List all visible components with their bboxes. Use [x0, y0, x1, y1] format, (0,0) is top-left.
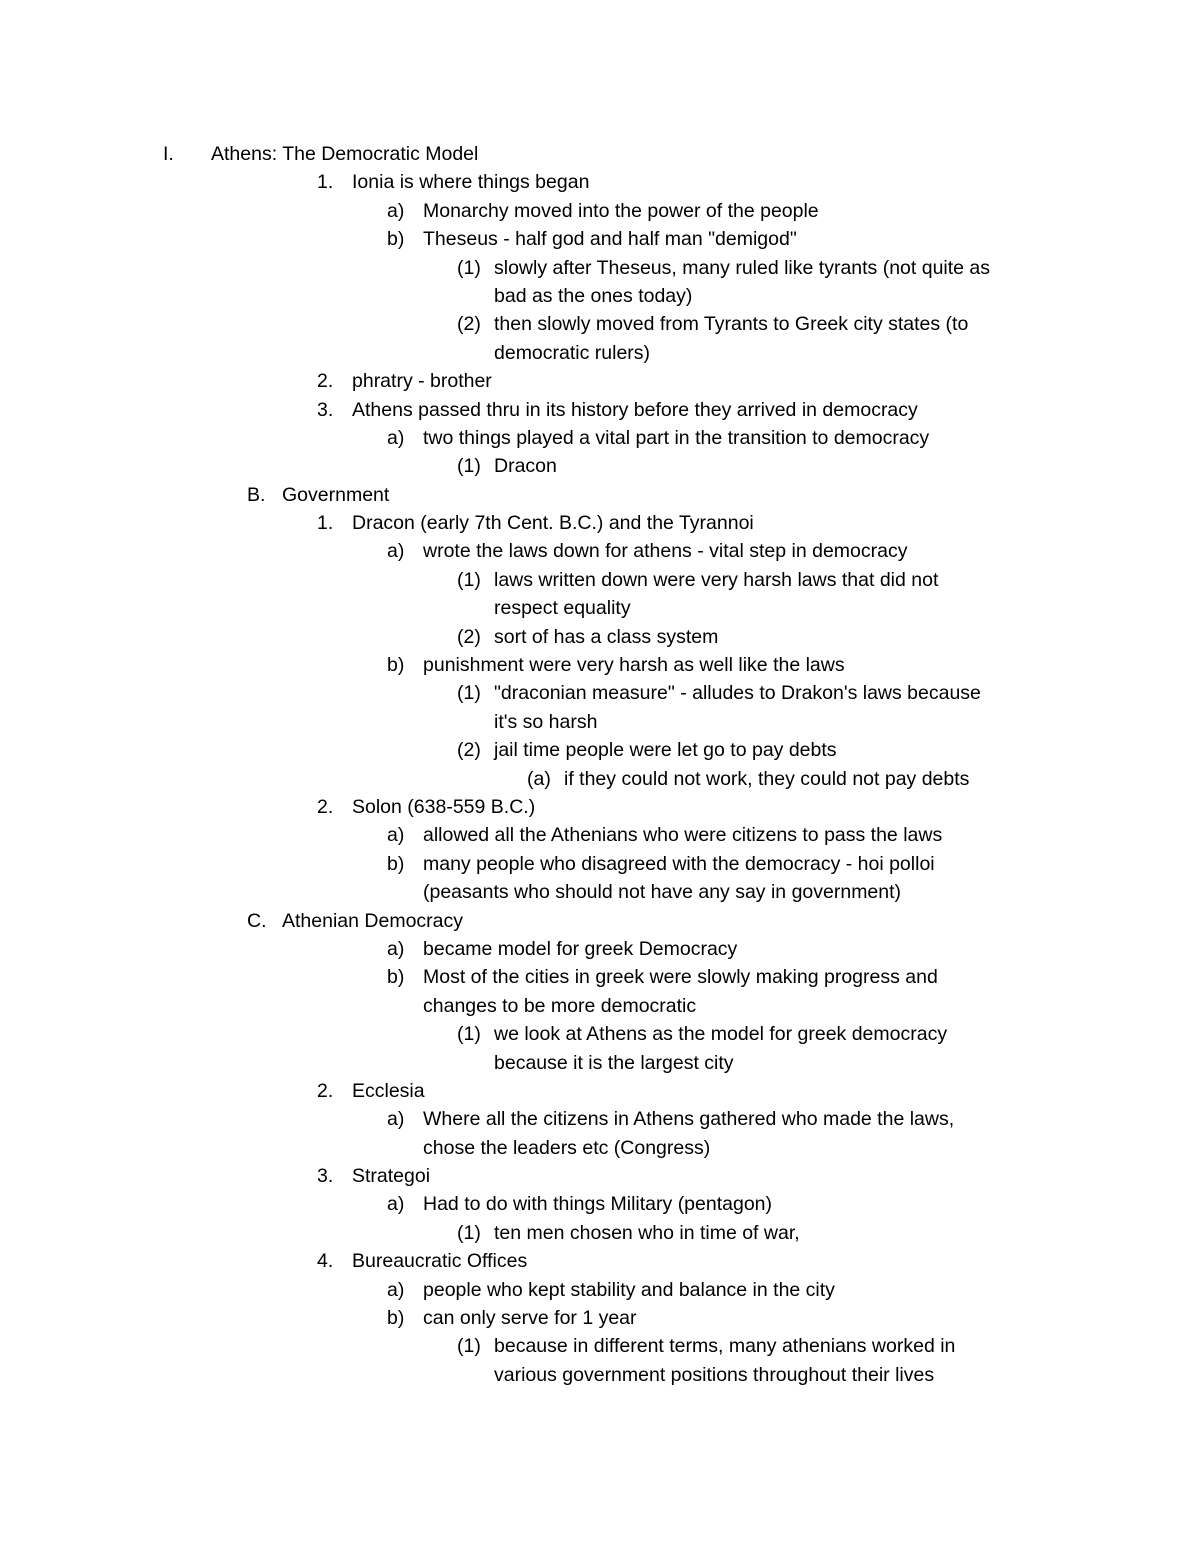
list-marker: 3.: [317, 398, 334, 421]
outline-text: Bureaucratic Offices: [352, 1250, 528, 1273]
list-marker: (2): [457, 739, 481, 762]
list-marker: b): [387, 654, 405, 677]
outline-text: Most of the cities in greek were slowly making progress and: [423, 966, 938, 989]
list-marker: a): [387, 937, 405, 960]
outline-text: Had to do with things Military (pentagon): [423, 1193, 773, 1216]
outline-text: it's so harsh: [494, 710, 598, 733]
list-marker: (1): [457, 568, 481, 591]
outline-text: if they could not work, they could not pay debts: [564, 767, 970, 790]
outline-line: [0, 367, 1200, 395]
list-marker: 2.: [317, 795, 334, 818]
list-marker: a): [387, 540, 405, 563]
list-marker: (1): [457, 256, 481, 279]
outline-line: [0, 708, 1200, 736]
outline-text: democratic rulers): [494, 341, 651, 364]
outline-line: [0, 651, 1200, 679]
outline-line: [0, 1049, 1200, 1077]
outline-text: wrote the laws down for athens - vital step in democracy: [423, 540, 908, 563]
outline-text: jail time people were let go to pay debts: [494, 739, 837, 762]
outline-line: [0, 1304, 1200, 1332]
outline-text: Athenian Democracy: [282, 909, 464, 932]
outline-text: various government positions throughout their lives: [494, 1363, 935, 1386]
outline-line: [0, 1247, 1200, 1275]
outline-line: [0, 197, 1200, 225]
outline-line: [0, 793, 1200, 821]
outline-line: [0, 992, 1200, 1020]
list-marker: a): [387, 199, 405, 222]
outline-line: [0, 679, 1200, 707]
outline-line: [0, 339, 1200, 367]
outline-text: because in different terms, many athenians worked in: [494, 1335, 956, 1358]
outline-line: [0, 594, 1200, 622]
outline-line: [0, 452, 1200, 480]
outline-text: many people who disagreed with the democracy - hoi polloi: [423, 852, 935, 875]
outline-text: laws written down were very harsh laws that did not: [494, 568, 939, 591]
outline-line: [0, 736, 1200, 764]
outline-line: [0, 310, 1200, 338]
outline-text: we look at Athens as the model for greek democracy: [494, 1023, 948, 1046]
outline-line: [0, 1190, 1200, 1218]
list-marker: (2): [457, 313, 481, 336]
outline-text: Solon (638-559 B.C.): [352, 795, 536, 818]
list-marker: b): [387, 852, 405, 875]
outline-line: [0, 1361, 1200, 1389]
list-marker: 1.: [317, 171, 334, 194]
outline-text: Monarchy moved into the power of the people: [423, 199, 819, 222]
outline-text: Where all the citizens in Athens gathered who made the laws,: [423, 1108, 955, 1131]
outline-text: Athens: The Democratic Model: [211, 143, 479, 165]
outline-text: chose the leaders etc (Congress): [423, 1136, 711, 1159]
outline-text: Dracon: [494, 455, 557, 478]
outline-text: Ionia is where things began: [352, 171, 590, 194]
list-marker: 2.: [317, 370, 334, 393]
outline-line: [0, 509, 1200, 537]
list-marker: I.: [163, 143, 174, 165]
outline-text: "draconian measure" - alludes to Drakon's laws because: [494, 682, 981, 705]
outline-text: because it is the largest city: [494, 1051, 734, 1074]
outline-line: [0, 935, 1200, 963]
outline-line: [0, 907, 1200, 935]
outline-text: bad as the ones today): [494, 284, 693, 307]
list-marker: a): [387, 1108, 405, 1131]
outline-text: slowly after Theseus, many ruled like tyrants (not quite as: [494, 256, 991, 279]
list-marker: (1): [457, 1023, 481, 1046]
outline-line: [0, 1134, 1200, 1162]
outline-line: [0, 1219, 1200, 1247]
outline-text: sort of has a class system: [494, 625, 719, 648]
outline-line: [0, 850, 1200, 878]
outline-line: [0, 424, 1200, 452]
list-marker: b): [387, 228, 405, 251]
outline-line: [0, 1332, 1200, 1360]
outline-text: allowed all the Athenians who were citizens to pass the laws: [423, 824, 943, 847]
list-marker: (1): [457, 1335, 481, 1358]
outline-line: [0, 821, 1200, 849]
outline-text: Government: [282, 483, 390, 506]
outline-text: changes to be more democratic: [423, 994, 697, 1017]
list-marker: (1): [457, 682, 481, 705]
outline-text: phratry - brother: [352, 370, 492, 393]
outline-line: [0, 254, 1200, 282]
list-marker: 2.: [317, 1079, 334, 1102]
outline-line: [0, 1020, 1200, 1048]
outline-line: [0, 168, 1200, 196]
outline-text: Theseus - half god and half man "demigod": [423, 228, 797, 251]
list-marker: (1): [457, 455, 481, 478]
outline-line: [0, 566, 1200, 594]
outline-line: [0, 1105, 1200, 1133]
list-marker: a): [387, 426, 405, 449]
list-marker: C.: [247, 909, 267, 932]
outline-text: (peasants who should not have any say in government): [423, 881, 902, 904]
list-marker: B.: [247, 483, 266, 506]
outline-text: people who kept stability and balance in the city: [423, 1278, 835, 1301]
outline-text: respect equality: [494, 597, 631, 620]
outline-text: then slowly moved from Tyrants to Greek city states (to: [494, 313, 969, 336]
outline-line: [0, 481, 1200, 509]
outline-line: [0, 765, 1200, 793]
outline-line: [0, 282, 1200, 310]
outline-text: ten men chosen who in time of war,: [494, 1221, 800, 1244]
outline-list: [0, 140, 1200, 1389]
outline-line: [0, 963, 1200, 991]
outline-text: became model for greek Democracy: [423, 937, 738, 960]
list-marker: (2): [457, 625, 481, 648]
list-marker: 3.: [317, 1165, 334, 1188]
outline-text: can only serve for 1 year: [423, 1307, 637, 1330]
list-marker: a): [387, 1193, 405, 1216]
outline-line: [0, 140, 1200, 168]
list-marker: (a): [527, 767, 551, 790]
list-marker: 4.: [317, 1250, 334, 1273]
outline-line: [0, 1162, 1200, 1190]
list-marker: 1.: [317, 512, 334, 535]
outline-text: punishment were very harsh as well like the laws: [423, 654, 845, 677]
outline-text: Dracon (early 7th Cent. B.C.) and the Tyrannoi: [352, 512, 754, 535]
outline-text: Strategoi: [352, 1165, 431, 1188]
outline-text: two things played a vital part in the transition to democracy: [423, 426, 930, 449]
outline-line: [0, 537, 1200, 565]
outline-line: [0, 1276, 1200, 1304]
outline-text: Ecclesia: [352, 1079, 425, 1102]
outline-line: [0, 1077, 1200, 1105]
list-marker: a): [387, 1278, 405, 1301]
outline-line: [0, 623, 1200, 651]
outline-text: Athens passed thru in its history before they arrived in democracy: [352, 398, 918, 421]
list-marker: (1): [457, 1221, 481, 1244]
outline-line: [0, 878, 1200, 906]
list-marker: b): [387, 966, 405, 989]
outline-line: [0, 225, 1200, 253]
outline-line: [0, 396, 1200, 424]
list-marker: b): [387, 1307, 405, 1330]
list-marker: a): [387, 824, 405, 847]
